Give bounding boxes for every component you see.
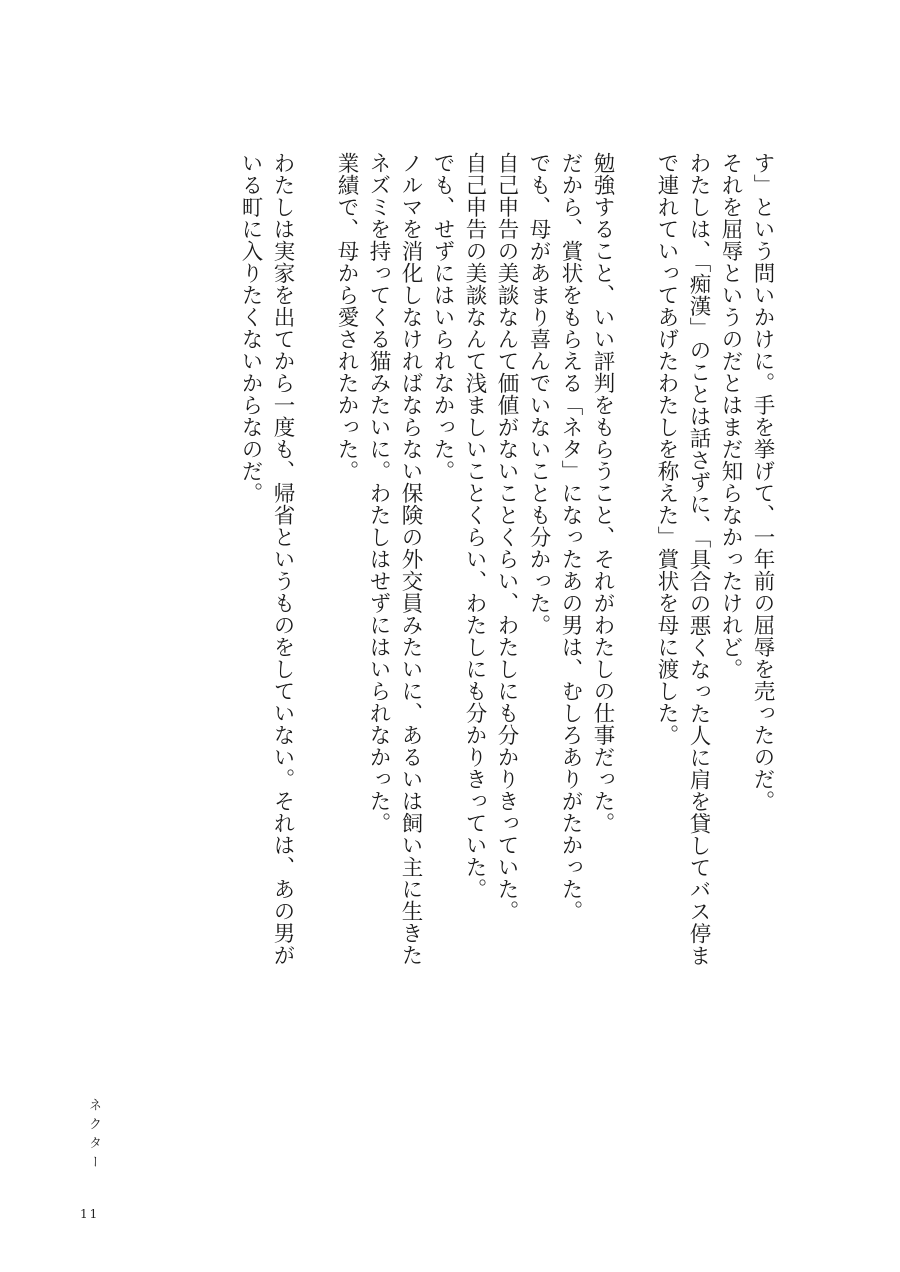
text-line: す」という問いかけに。手を挙げて、一年前の屈辱を売ったのだ。	[750, 152, 775, 812]
text-line: で連れていってあげたわたしを称えた」賞状を母に渡した。	[654, 152, 679, 746]
running-title: ネクター	[86, 1098, 101, 1174]
text-line: わたしは実家を出てから一度も、帰省というものをしていない。それは、あの男が	[270, 152, 295, 966]
text-line: 業績で、母から愛されたかった。	[334, 152, 359, 482]
vertical-text-body	[234, 152, 778, 1032]
text-line: 自己申告の美談なんて浅ましいことくらい、わたしにも分かりきっていた。	[462, 152, 487, 900]
text-line: いる町に入りたくないからなのだ。	[238, 152, 263, 504]
text-line: ネズミを持ってくる猫みたいに。わたしはせずにはいられなかった。	[366, 152, 391, 834]
text-line: だから、賞状をもらえる「ネタ」になったあの男は、むしろありがたかった。	[558, 152, 583, 922]
text-line: ノルマを消化しなければならない保険の外交員みたいに、あるいは飼い主に生きた	[398, 152, 423, 966]
text-line: わたしは、「痴漢」のことは話さずに、「具合の悪くなった人に肩を貸してバス停ま	[686, 152, 711, 967]
text-line: 勉強すること、いい評判をもらうこと、それがわたしの仕事だった。	[590, 152, 615, 834]
text-line: それを屈辱というのだとはまだ知らなかったけれど。	[718, 152, 743, 680]
paragraph-break	[298, 152, 330, 1032]
paragraph-break	[618, 152, 650, 1032]
page-number: 11	[80, 1207, 100, 1221]
text-line: でも、せずにはいられなかった。	[430, 152, 455, 482]
text-line: 自己申告の美談なんて価値がないことくらい、わたしにも分かりきっていた。	[494, 152, 519, 922]
text-line: でも、母があまり喜んでいないことも分かった。	[526, 152, 551, 636]
